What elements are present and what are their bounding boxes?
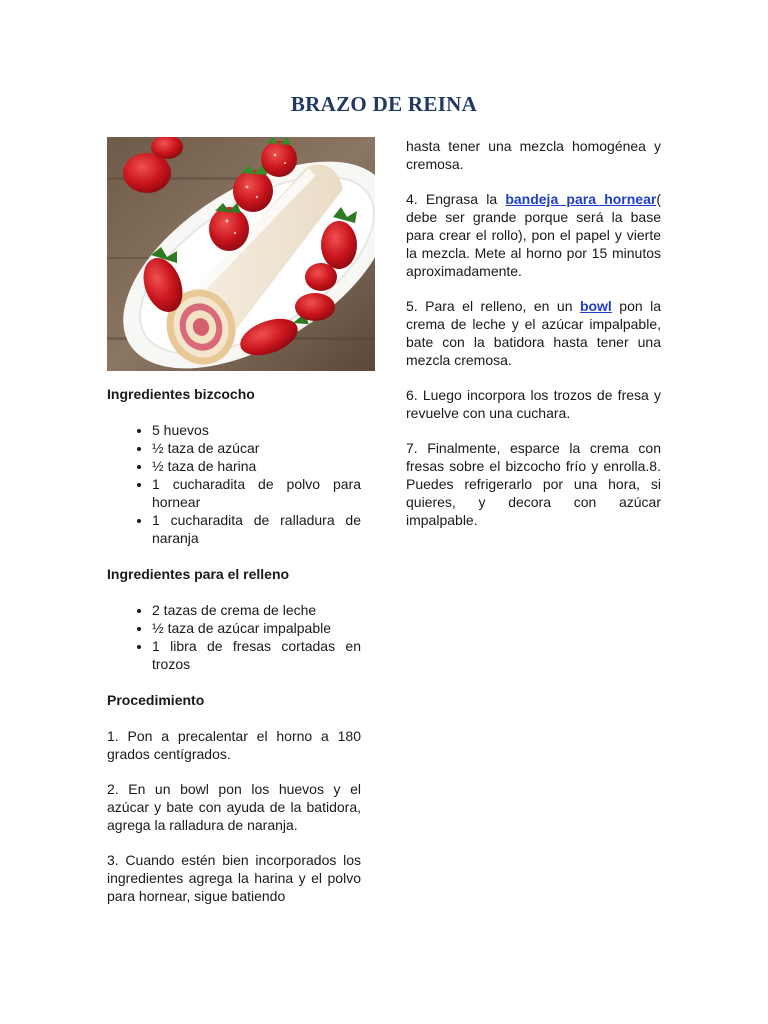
right-column [406,137,661,546]
step-7: 7. Finalmente, esparce la crema con fresas sobre el bizcocho frío y enrolla.8. Puedes refrigerarlo por una hora, si quieres, y decora con azúcar impalpable. [406,440,661,528]
step-5-text-post: pon la crema de leche y el azúcar impalpable, bate con la batidora hasta tener una mezcla cremosa. [406,298,661,368]
step-4-text-post: ( debe ser grande porque será la base para crear el rollo), pon el papel y vierte la mezcla. Mete al horno por 15 minutos aproximadamente. [406,191,661,279]
ingredients-bizcocho-heading: Ingredientes bizcocho [107,386,255,402]
page-title: BRAZO DE REINA [290,92,478,116]
step-4-text-pre: 4. Engrasa la [406,191,506,207]
list-item: • ½ taza de harina [152,457,361,475]
step-4 [406,190,661,280]
ingredients-bizcocho-list [107,421,361,547]
step-5-text-pre: 5. Para el relleno, en un [406,298,580,314]
step-3-continued: hasta tener una mezcla homogénea y cremosa. [406,138,661,172]
bandeja-para-hornear-link[interactable]: bandeja para hornear [505,191,657,207]
step-2: 2. En un bowl pon los huevos y el azúcar y bate con ayuda de la batidora, agrega la ralladura de naranja. [107,781,361,833]
procedimiento-heading: Procedimiento [107,692,205,708]
step-3: 3. Cuando estén bien incorporados los ingredientes agrega la harina y el polvo para hornear, sigue batiendo [107,852,361,904]
step-6: 6. Luego incorpora los trozos de fresa y revuelve con una cuchara. [406,387,661,421]
swiss-roll-strawberries-photo [107,137,375,371]
left-column [107,137,361,922]
list-item: • 5 huevos [152,421,361,439]
list-item: • 2 tazas de crema de leche [152,601,361,619]
list-item: • 1 cucharadita de polvo para hornear [152,475,361,511]
list-item: • ½ taza de azúcar [152,439,361,457]
step-5 [406,297,661,369]
list-item: • 1 libra de fresas cortadas en trozos [152,637,361,673]
list-item: • 1 cucharadita de ralladura de naranja [152,511,361,547]
ingredients-relleno-heading: Ingredientes para el relleno [107,566,290,582]
bowl-link[interactable]: bowl [579,298,612,314]
step-1: 1. Pon a precalentar el horno a 180 grados centígrados. [107,728,361,762]
ingredients-relleno-list [107,601,361,673]
list-item: • ½ taza de azúcar impalpable [152,619,361,637]
